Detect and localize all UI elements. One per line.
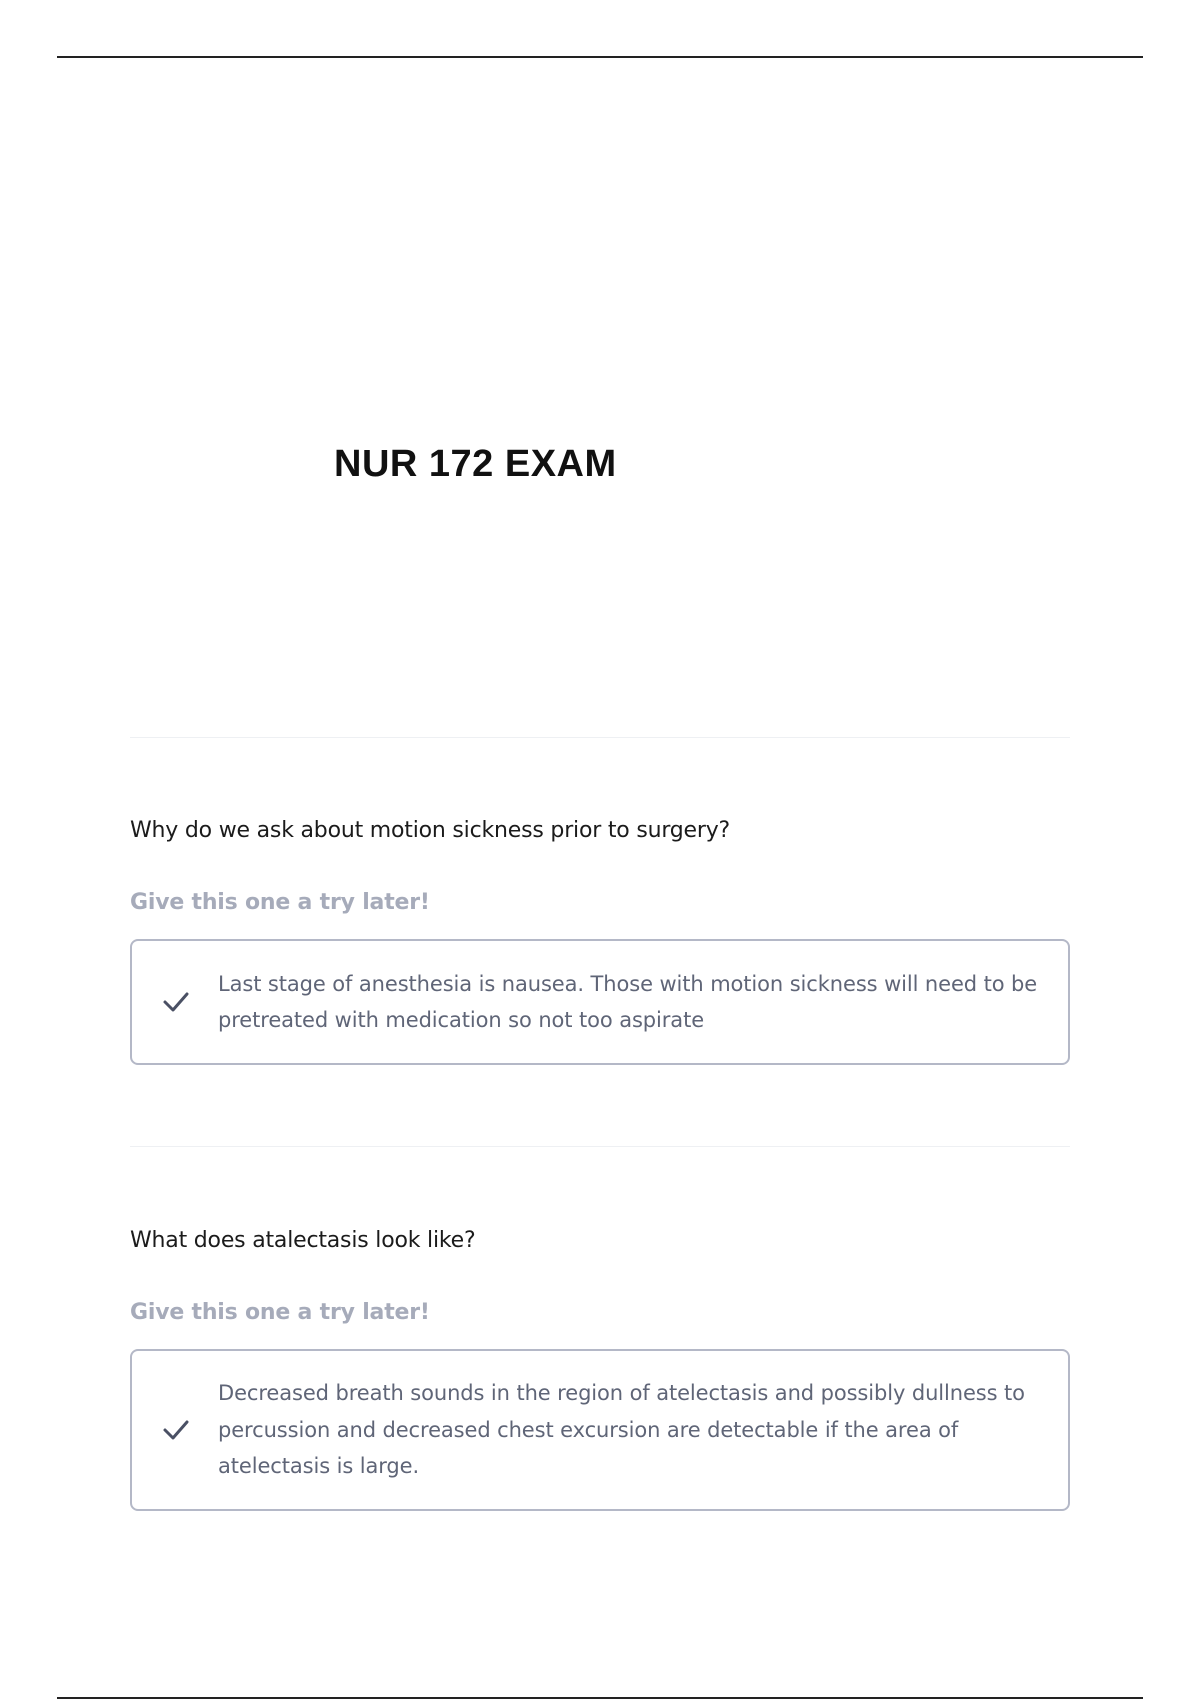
answer-text: Decreased breath sounds in the region of atelectasis and possibly dullness to percussion and decreased chest excursion are detectable if the area of atelectasis is large. [218,1381,1025,1479]
section-divider [130,737,1070,738]
page-title: NUR 172 EXAM [334,443,617,485]
page-bottom-rule [57,1697,1143,1699]
answer-text: Last stage of anesthesia is nausea. Those with motion sickness will need to be pretreated with medication so not too aspirate [218,971,1038,1032]
try-later-hint[interactable]: Give this one a try later! [130,890,430,915]
answer-box [130,939,1070,1065]
checkmark-icon [160,986,192,1018]
answer-box [130,1349,1070,1511]
try-later-hint[interactable]: Give this one a try later! [130,1300,430,1325]
page-top-rule [57,56,1143,58]
checkmark-icon [160,1414,192,1446]
question-text: What does atalectasis look like? [130,1228,476,1253]
section-divider [130,1146,1070,1147]
flashcard [130,813,1070,1065]
question-text: Why do we ask about motion sickness prior to surgery? [130,818,731,843]
flashcard [130,1223,1070,1511]
